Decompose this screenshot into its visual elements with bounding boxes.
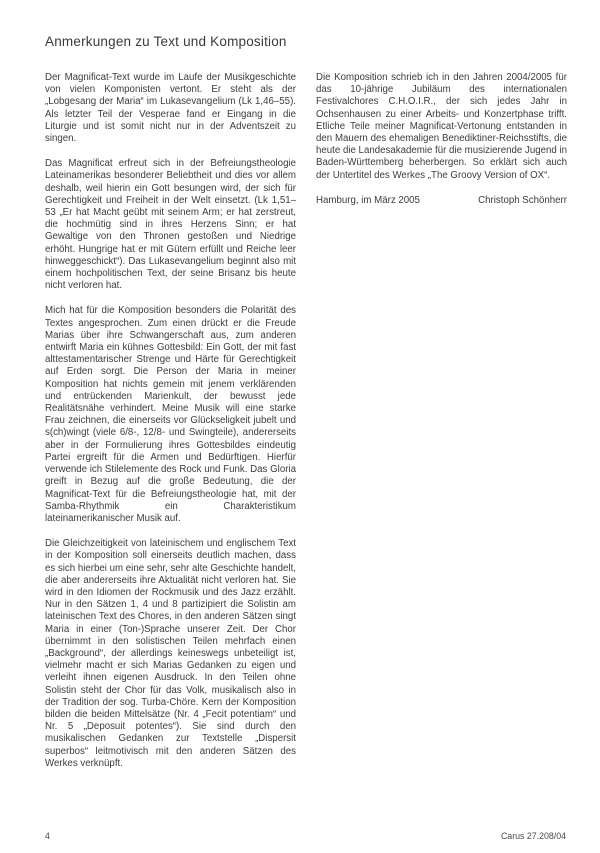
- right-column: [316, 72, 567, 783]
- dateline: [316, 195, 567, 207]
- left-column: [45, 72, 296, 783]
- paragraph-composition-origin: Die Komposition schrieb ich in den Jahren 2004/2005 für das 10-jährige Jubiläum des internationalen Festivalchores C.H.O.I.R., der sich jedes Jahr in Ochsenhausen zu einer Arbeits- und Konzertphase trifft. Etliche Teile meiner Magnificat-Vertonung entstanden in den Mauern des ehemaligen Benediktiner-Reichsstifts, die heute die Landesakademie für die musizierende Jugend in Baden-Württemberg beherbergen. So erklärt sich auch der Untertitel des Werkes „The Groovy Version of OX“.: [316, 72, 567, 181]
- text-columns: [45, 72, 567, 783]
- dateline-author: Christoph Schönherr: [478, 194, 567, 206]
- paragraph-liberation-theology: Das Magnificat erfreut sich in der Befreiungstheologie Lateinamerikas besonderer Beliebtheit und dies vor allem deshalb, weil hierin ein Gott besungen wird, der sich für Gerechtigkeit und Freiheit in der Welt einsetzt. (Lk 1,51–53 „Er hat Macht geübt mit seinem Arm; er hat zerstreut, die hochmütig sind in ihres Herzens Sinn; er hat Gewaltige von den Thronen gestoßen und Niedrige erhöht. Hungrige hat er mit Gütern erfüllt und Reiche leer hinweggeschickt“). Das Lukasevangelium beginnt also mit einem hochpolitischen Text, der seine Brisanz bis heute nicht verloren hat.: [45, 158, 296, 292]
- paragraph-latin-english-text: Die Gleichzeitigkeit von lateinischem und englischem Text in der Komposition soll einerseits deutlich machen, dass es sich hierbei um eine sehr, sehr alte Geschichte handelt, die aber andererseits ihre Aktualität nicht verloren hat. Sie wird in den Idiomen der Rockmusik und des Jazz erzählt. Nur in den Sätzen 1, 4 und 8 partizipiert die Solistin am lateinischen Text des Chores, in den anderen Sätzen singt Maria in einer (Ton-)Sprache unserer Zeit. Der Chor übernimmt in den solistischen Teilen mehrfach einen „Background“, der allerdings keineswegs unbeteiligt ist, vielmehr macht er sich Marias Gedanken zu eigen und verleiht ihnen eigenen Ausdruck. In den Teilen ohne Solistin steht der Chor für das Volk, musikalisch also in der Tradition der sog. Turba-Chöre. Kern der Komposition bilden die beiden Mittelsätze (Nr. 4 „Fecit potentiam“ und Nr. 5 „Deposuit potentes“). Sie sind durch den musikalischen Gedanken zur Textstelle „Dispersit superbos“ leitmotivisch mit den anderen Sätzen des Werkes verknüpft.: [45, 538, 296, 769]
- footer-edition: Carus 27.208/04: [500, 831, 566, 841]
- paragraph-magnificat-history: Der Magnificat-Text wurde im Laufe der Musikgeschichte von vielen Komponisten vertont. Er steht als der „Lobgesang der Maria“ im Lukasevangelium (Lk 1,46–55). Als letzter Teil der Vesperae fand er Eingang in die Liturgie und ist somit nicht nur in der Adventszeit zu singen.: [45, 72, 296, 145]
- dateline-place-date: Hamburg, im März 2005: [316, 194, 420, 206]
- paragraph-polarity-of-text: Mich hat für die Komposition besonders die Polarität des Textes angesprochen. Zum einen drückt er die Freude Marias über ihre Schwangerschaft aus, zum anderen entwirft Maria ein kühnes Gottesbild: Ein Gott, der mit fast alttestamentarischer Strenge und Härte für Gerechtigkeit auf Erden sorgt. Die Person der Maria in meiner Komposition hat nichts gemein mit jenem verklärenden und entrückenden Marienkult, der bewusst jede Realitätsnähe verhindert. Meine Musik will eine starke Frau zeichnen, die einerseits vor Glückseligkeit jubelt und s(ch)wingt (viele 6/8-, 12/8- und Swingteile), andererseits aber in der Formulierung ihres Gottesbildes eindeutig Partei ergreift für die Armen und Bedürftigen. Hierfür verwende ich Stilelemente des Rock und Funk. Das Gloria greift in Bezug auf die große Bedeutung, die der Magnificat-Text für die Befreiungstheologie hat, mit der Samba-Rhythmik ein Charakteristikum lateinamerikanischer Musik auf.: [45, 305, 296, 524]
- page-footer: [45, 831, 566, 841]
- page-title: Anmerkungen zu Text und Komposition: [45, 34, 287, 49]
- footer-page-number: 4: [45, 831, 50, 841]
